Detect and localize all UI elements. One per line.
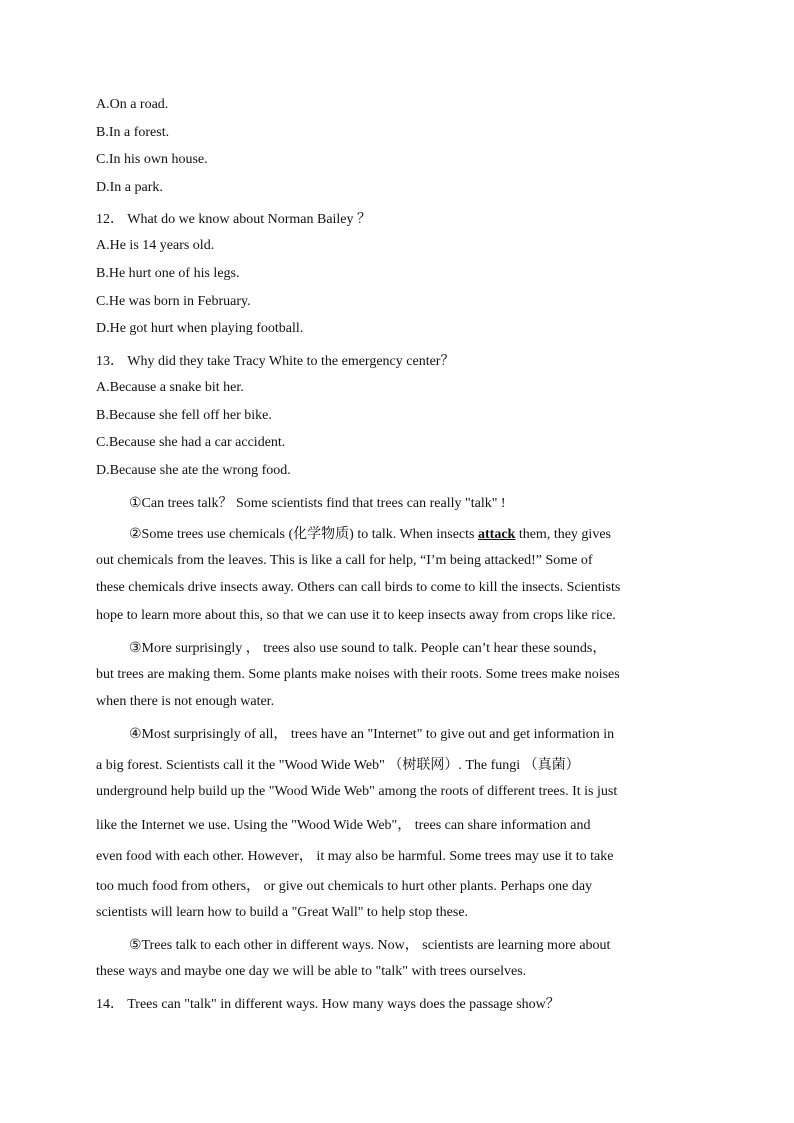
passage-paragraph-4-line-6: too much food from others， or give out chemicals to hurt other plants. Perhaps one day [96,879,593,894]
p2-text-after: them, they gives [518,527,611,542]
q12-option-c: C.He was born in February. [96,294,251,309]
keyword-attack: attack [478,527,516,542]
passage-paragraph-5-line-2: these ways and maybe one day we will be able to "talk" with trees ourselves. [96,964,527,979]
passage-paragraph-4-line-1: ④Most surprisingly of all， trees have an "Internet" to give out and get information in [129,727,615,742]
passage-paragraph-4-line-3: underground help build up the "Wood Wide Web" among the roots of different trees. It is just [96,784,618,799]
q14-question: 14． Trees can "talk" in different ways. How many ways does the passage show？ [96,997,560,1012]
q12-question: 12． What do we know about Norman Bailey ？ [96,212,372,227]
q13-option-b: B.Because she fell off her bike. [96,408,272,423]
passage-paragraph-2-line-2: out chemicals from the leaves. This is like a call for help, “I’m being attacked!” Some of [96,553,593,568]
q13-option-a: A.Because a snake bit her. [96,380,244,395]
passage-paragraph-3-line-3: when there is not enough water. [96,694,275,709]
passage-paragraph-5-line-1: ⑤Trees talk to each other in different ways. Now， scientists are learning more about [129,938,611,953]
passage-paragraph-1: ①Can trees talk？ Some scientists find that trees can really "talk" ! [129,496,506,511]
q13-option-d: D.Because she ate the wrong food. [96,463,291,478]
passage-paragraph-3-line-2: but trees are making them. Some plants make noises with their roots. Some trees make noises [96,667,620,682]
passage-paragraph-2-line-3: these chemicals drive insects away. Others can call birds to come to kill the insects. Scientists [96,580,621,595]
q12-option-b: B.He hurt one of his legs. [96,266,240,281]
q11-option-b: B.In a forest. [96,125,170,140]
q11-option-c: C.In his own house. [96,152,208,167]
p2-text-before: ②Some trees use chemicals (化学物质) to talk. When insects [129,527,475,542]
passage-paragraph-4-line-5: even food with each other. However， it may also be harmful. Some trees may use it to take [96,849,614,864]
passage-paragraph-2-line-1 [129,523,611,543]
q12-option-a: A.He is 14 years old. [96,238,215,253]
passage-paragraph-4-line-4: like the Internet we use. Using the "Wood Wide Web"， trees can share information and [96,818,591,833]
q13-question: 13． Why did they take Tracy White to the emergency center？ [96,354,455,369]
passage-paragraph-2-line-4: hope to learn more about this, so that we can use it to keep insects away from crops like rice. [96,608,616,623]
q11-option-a: A.On a road. [96,97,169,112]
passage-paragraph-4-line-2: a big forest. Scientists call it the "Wood Wide Web" （树联网）. The fungi （真菌） [96,758,580,773]
q11-option-d: D.In a park. [96,180,163,195]
passage-paragraph-4-line-7: scientists will learn how to build a "Great Wall" to help stop these. [96,905,469,920]
passage-paragraph-3-line-1: ③More surprisingly ， trees also use sound to talk. People can’t hear these sounds， [129,641,607,656]
q13-option-c: C.Because she had a car accident. [96,435,286,450]
q12-option-d: D.He got hurt when playing football. [96,321,304,336]
